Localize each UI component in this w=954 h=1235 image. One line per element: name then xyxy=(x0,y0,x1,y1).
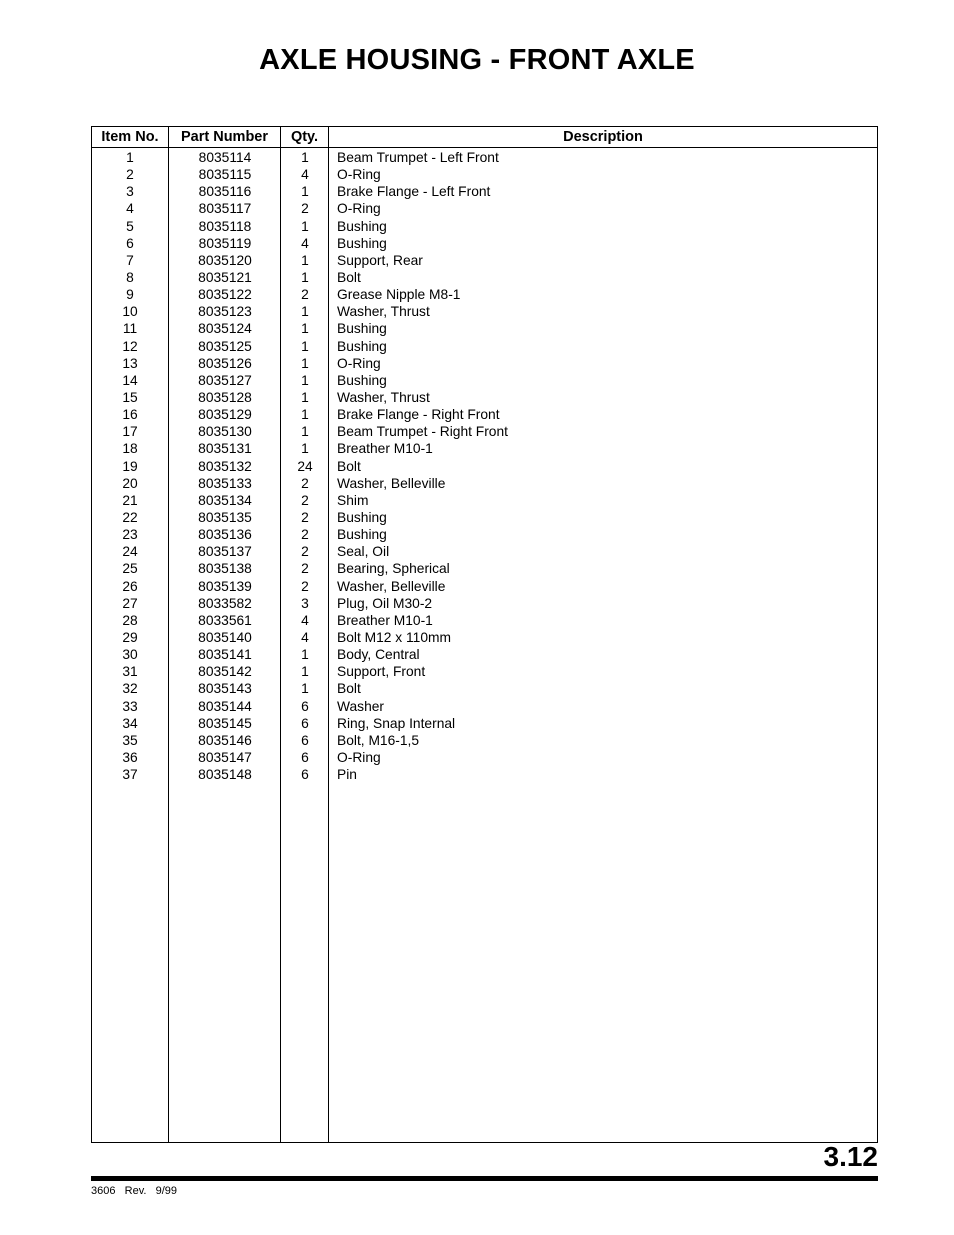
item-no-cell: 14 xyxy=(122,372,138,388)
item-no-cell: 13 xyxy=(122,355,138,371)
part-number-cell: 8035130 xyxy=(198,424,252,440)
qty-cell: 4 xyxy=(301,167,309,183)
qty-cell: 3 xyxy=(301,595,309,611)
header-part-number: Part Number xyxy=(180,129,269,145)
part-number-cell: 8033561 xyxy=(198,612,252,628)
qty-cell: 1 xyxy=(301,304,309,320)
qty-cell: 1 xyxy=(301,150,309,165)
item-no-cell: 22 xyxy=(122,509,138,525)
qty-cell: 1 xyxy=(301,269,309,285)
qty-cell: 1 xyxy=(301,664,309,680)
qty-cell: 1 xyxy=(301,441,309,457)
qty-cell: 2 xyxy=(301,544,309,560)
part-number-cell: 8035141 xyxy=(198,647,252,663)
qty-cell: 1 xyxy=(301,321,309,337)
part-number-cell: 8035135 xyxy=(198,509,252,525)
item-no-cell: 30 xyxy=(122,647,138,663)
table-row xyxy=(92,338,877,355)
qty-cell: 1 xyxy=(301,372,309,388)
item-no-cell: 8 xyxy=(126,269,134,285)
part-number-cell: 8035115 xyxy=(198,167,252,183)
qty-cell: 2 xyxy=(301,561,309,577)
part-number-cell: 8035122 xyxy=(198,287,252,303)
table-row xyxy=(92,732,877,749)
table-row xyxy=(92,372,877,389)
description-cell: Bushing xyxy=(337,338,387,354)
footer-revision: 3606 Rev. 9/99 xyxy=(91,1185,178,1197)
item-no-cell: 23 xyxy=(122,527,138,543)
table-row xyxy=(92,286,877,303)
item-no-cell: 2 xyxy=(126,167,134,183)
qty-cell: 2 xyxy=(301,201,309,217)
description-cell: Bushing xyxy=(337,321,387,337)
table-row xyxy=(92,406,877,423)
qty-cell: 24 xyxy=(297,458,313,474)
description-cell: Washer xyxy=(337,698,385,714)
item-no-cell: 33 xyxy=(122,698,138,714)
description-cell: Shim xyxy=(337,492,369,508)
table-row xyxy=(92,766,877,783)
description-cell: Bearing, Spherical xyxy=(337,561,450,577)
part-number-cell: 8035124 xyxy=(198,321,252,337)
description-cell: Support, Front xyxy=(337,664,426,680)
table-row xyxy=(92,715,877,732)
part-number-cell: 8035120 xyxy=(198,252,252,268)
qty-cell: 1 xyxy=(301,184,309,200)
qty-cell: 1 xyxy=(301,338,309,354)
page-title: AXLE HOUSING - FRONT AXLE xyxy=(259,44,695,76)
header-qty: Qty. xyxy=(290,129,319,145)
part-number-cell: 8033582 xyxy=(198,595,252,611)
part-number-cell: 8035119 xyxy=(198,235,252,251)
table-row xyxy=(92,475,877,492)
part-number-cell: 8035132 xyxy=(198,458,252,474)
description-cell: Bolt xyxy=(337,681,361,697)
item-no-cell: 10 xyxy=(122,304,138,320)
part-number-cell: 8035127 xyxy=(198,372,252,388)
table-row xyxy=(92,355,877,372)
qty-cell: 4 xyxy=(301,612,309,628)
description-cell: Beam Trumpet - Left Front xyxy=(337,150,499,165)
item-no-cell: 27 xyxy=(122,595,138,611)
item-no-cell: 19 xyxy=(122,458,138,474)
part-number-cell: 8035147 xyxy=(198,749,252,765)
part-number-cell: 8035116 xyxy=(198,184,252,200)
item-no-cell: 21 xyxy=(122,492,138,508)
item-no-cell: 35 xyxy=(122,732,138,748)
description-cell: Bushing xyxy=(337,509,387,525)
part-number-cell: 8035134 xyxy=(198,492,252,508)
part-number-cell: 8035121 xyxy=(198,269,252,285)
item-no-cell: 3 xyxy=(126,184,134,200)
part-number-cell: 8035138 xyxy=(198,561,252,577)
part-number-cell: 8035137 xyxy=(198,544,252,560)
part-number-cell: 8035146 xyxy=(198,732,252,748)
table-body xyxy=(92,149,877,783)
item-no-cell: 26 xyxy=(122,578,138,594)
description-cell: Washer, Thrust xyxy=(337,389,430,405)
table-row xyxy=(92,492,877,509)
table-row xyxy=(92,149,877,166)
table-row xyxy=(92,578,877,595)
qty-cell: 1 xyxy=(301,647,309,663)
table-row xyxy=(92,595,877,612)
description-cell: Washer, Thrust xyxy=(337,304,430,320)
part-number-cell: 8035136 xyxy=(198,527,252,543)
description-cell: Bolt M12 x 110mm xyxy=(337,629,451,645)
table-row xyxy=(92,663,877,680)
item-no-cell: 25 xyxy=(122,561,138,577)
item-no-cell: 37 xyxy=(122,767,138,783)
qty-cell: 1 xyxy=(301,252,309,268)
part-number-cell: 8035144 xyxy=(198,698,252,714)
table-row xyxy=(92,423,877,440)
table-row xyxy=(92,680,877,697)
table-row xyxy=(92,166,877,183)
part-number-cell: 8035142 xyxy=(198,664,252,680)
description-cell: Bolt, M16-1,5 xyxy=(337,732,420,748)
table-row xyxy=(92,389,877,406)
item-no-cell: 12 xyxy=(122,338,138,354)
part-number-cell: 8035131 xyxy=(198,441,252,457)
description-cell: Body, Central xyxy=(337,647,420,663)
item-no-cell: 34 xyxy=(122,715,138,731)
item-no-cell: 11 xyxy=(122,321,138,337)
description-cell: Breather M10-1 xyxy=(337,612,433,628)
description-cell: O-Ring xyxy=(337,355,381,371)
page-number: 3.12 xyxy=(823,1141,878,1172)
description-cell: Ring, Snap Internal xyxy=(337,715,456,731)
qty-cell: 2 xyxy=(301,509,309,525)
item-no-cell: 9 xyxy=(126,287,134,303)
item-no-cell: 32 xyxy=(122,681,138,697)
qty-cell: 6 xyxy=(301,732,309,748)
description-cell: Pin xyxy=(337,767,357,783)
table-row xyxy=(92,252,877,269)
description-cell: Bolt xyxy=(337,458,361,474)
part-number-cell: 8035117 xyxy=(198,201,252,217)
qty-cell: 4 xyxy=(301,235,309,251)
table-row xyxy=(92,509,877,526)
part-number-cell: 8035148 xyxy=(198,767,252,783)
qty-cell: 6 xyxy=(301,767,309,783)
table-row xyxy=(92,303,877,320)
header-description: Description xyxy=(563,129,643,145)
description-cell: Bushing xyxy=(337,372,387,388)
description-cell: Grease Nipple M8-1 xyxy=(337,287,461,303)
description-cell: Washer, Belleville xyxy=(337,578,446,594)
part-number-cell: 8035118 xyxy=(198,218,252,234)
description-cell: Brake Flange - Left Front xyxy=(337,184,491,200)
part-number-cell: 8035125 xyxy=(198,338,252,354)
table-row xyxy=(92,698,877,715)
description-cell: O-Ring xyxy=(337,201,381,217)
parts-table xyxy=(91,126,878,1143)
item-no-cell: 24 xyxy=(122,544,138,560)
part-number-cell: 8035139 xyxy=(198,578,252,594)
description-cell: Bushing xyxy=(337,218,387,234)
qty-cell: 1 xyxy=(301,681,309,697)
qty-cell: 6 xyxy=(301,698,309,714)
table-row xyxy=(92,629,877,646)
description-cell: Support, Rear xyxy=(337,252,423,268)
description-cell: Bushing xyxy=(337,235,387,251)
description-cell: Plug, Oil M30-2 xyxy=(337,595,433,611)
item-no-cell: 36 xyxy=(122,749,138,765)
item-no-cell: 20 xyxy=(122,475,138,491)
part-number-cell: 8035126 xyxy=(198,355,252,371)
item-no-cell: 6 xyxy=(126,235,134,251)
item-no-cell: 17 xyxy=(122,424,138,440)
table-row xyxy=(92,612,877,629)
item-no-cell: 7 xyxy=(126,252,134,268)
description-cell: Seal, Oil xyxy=(337,544,390,560)
qty-cell: 2 xyxy=(301,527,309,543)
item-no-cell: 28 xyxy=(122,612,138,628)
part-number-cell: 8035143 xyxy=(198,681,252,697)
description-cell: Brake Flange - Right Front xyxy=(337,407,500,423)
item-no-cell: 18 xyxy=(122,441,138,457)
qty-cell: 2 xyxy=(301,578,309,594)
description-cell: Beam Trumpet - Right Front xyxy=(337,424,508,440)
description-cell: O-Ring xyxy=(337,167,381,183)
item-no-cell: 4 xyxy=(126,201,134,217)
item-no-cell: 15 xyxy=(122,389,138,405)
table-row xyxy=(92,218,877,235)
part-number-cell: 8035129 xyxy=(198,407,252,423)
qty-cell: 1 xyxy=(301,389,309,405)
table-row xyxy=(92,560,877,577)
table-row xyxy=(92,440,877,457)
table-row xyxy=(92,183,877,200)
table-row xyxy=(92,235,877,252)
qty-cell: 2 xyxy=(301,287,309,303)
qty-cell: 6 xyxy=(301,715,309,731)
table-row xyxy=(92,320,877,337)
header-item-no: Item No. xyxy=(101,129,159,145)
qty-cell: 1 xyxy=(301,218,309,234)
qty-cell: 2 xyxy=(301,475,309,491)
table-row xyxy=(92,543,877,560)
table-row xyxy=(92,526,877,543)
part-number-cell: 8035123 xyxy=(198,304,252,320)
table-row xyxy=(92,458,877,475)
footer-rule xyxy=(91,1176,878,1181)
item-no-cell: 1 xyxy=(126,150,134,165)
part-number-cell: 8035133 xyxy=(198,475,252,491)
part-number-cell: 8035128 xyxy=(198,389,252,405)
description-cell: Washer, Belleville xyxy=(337,475,446,491)
item-no-cell: 31 xyxy=(122,664,138,680)
description-cell: O-Ring xyxy=(337,749,381,765)
qty-cell: 1 xyxy=(301,355,309,371)
description-cell: Bushing xyxy=(337,527,387,543)
description-cell: Breather M10-1 xyxy=(337,441,433,457)
table-row xyxy=(92,646,877,663)
item-no-cell: 16 xyxy=(122,407,138,423)
part-number-cell: 8035145 xyxy=(198,715,252,731)
item-no-cell: 5 xyxy=(126,218,134,234)
qty-cell: 2 xyxy=(301,492,309,508)
qty-cell: 6 xyxy=(301,749,309,765)
description-cell: Bolt xyxy=(337,269,361,285)
qty-cell: 1 xyxy=(301,407,309,423)
table-row xyxy=(92,749,877,766)
part-number-cell: 8035140 xyxy=(198,629,252,645)
qty-cell: 4 xyxy=(301,629,309,645)
part-number-cell: 8035114 xyxy=(198,150,252,165)
qty-cell: 1 xyxy=(301,424,309,440)
item-no-cell: 29 xyxy=(122,629,138,645)
header-divider xyxy=(92,147,877,148)
table-row xyxy=(92,269,877,286)
table-row xyxy=(92,200,877,217)
